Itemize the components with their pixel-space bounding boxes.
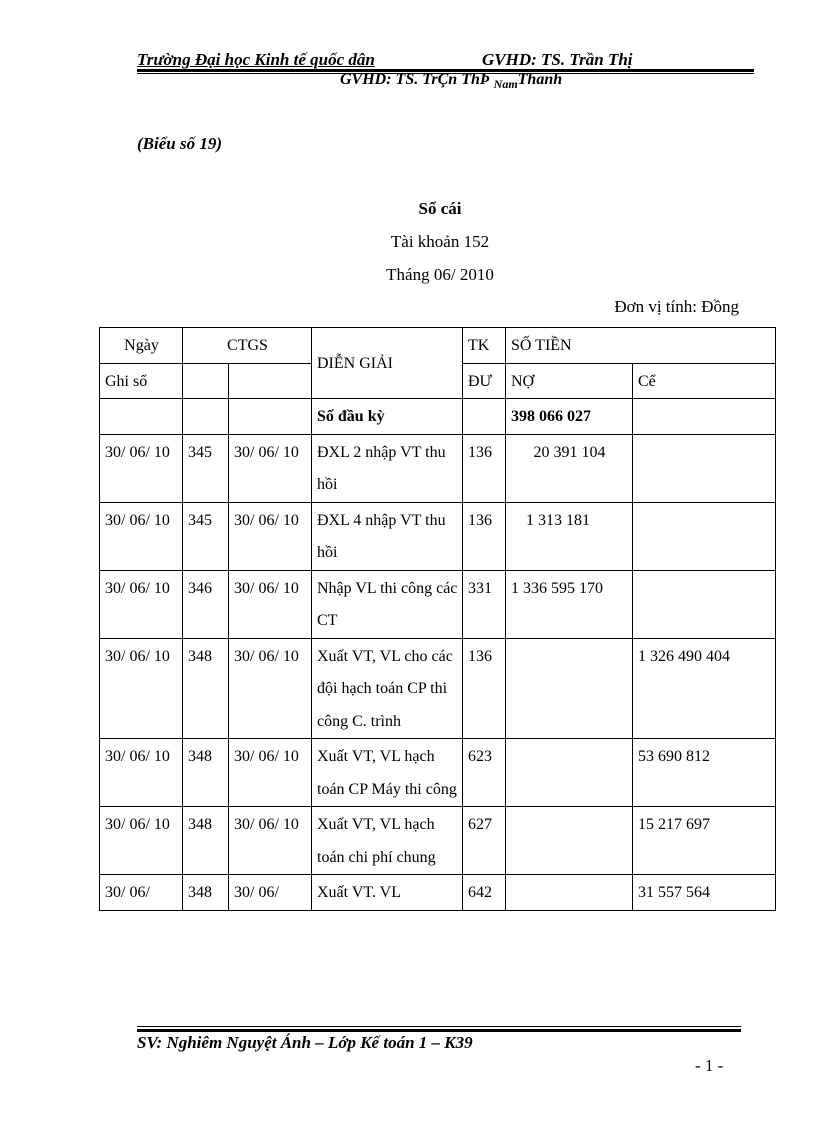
table-header-row-1 (100, 328, 776, 364)
cell-ctgs-date: 30/ 06/ 10 (229, 807, 312, 875)
page-title: Sổ cái (418, 199, 462, 218)
cell-debit (506, 739, 633, 807)
cell-debit: 1 336 595 170 (506, 570, 633, 638)
form-number: (Biểu số 19) (137, 134, 222, 153)
cell-ctgs-date: 30/ 06/ (229, 875, 312, 911)
cell-debit (506, 638, 633, 739)
supervisor-line-2-sub: Nam (493, 77, 518, 91)
supervisor-line-2 (340, 71, 562, 89)
cell-tk: 331 (463, 570, 506, 638)
unit-label: Đơn vị tính: Đồng (614, 297, 739, 316)
header-ctgs: CTGS (183, 328, 312, 364)
header-credit: Cể (633, 363, 776, 399)
opening-label: Số đầu kỳ (312, 399, 463, 435)
school-name: Trường Đại học Kinh tế quốc dân (137, 50, 375, 69)
page-header (137, 50, 757, 70)
header-date-2: Ghi sổ (100, 363, 183, 399)
cell-tk: 136 (463, 434, 506, 502)
cell-description: ĐXL 4 nhập VT thu hồi (312, 502, 463, 570)
cell-description: Xuất VT. VL (312, 875, 463, 911)
cell-description: Nhập VL thi công các CT (312, 570, 463, 638)
supervisor-line-2-b: Thanh (517, 71, 563, 88)
cell-ctgs-date: 30/ 06/ 10 (229, 570, 312, 638)
cell-date: 30/ 06/ 10 (100, 638, 183, 739)
cell-empty (229, 399, 312, 435)
table-row (100, 434, 776, 502)
cell-credit (633, 502, 776, 570)
cell-description: ĐXL 2 nhập VT thu hồi (312, 434, 463, 502)
header-description: DIỄN GIẢI (312, 328, 463, 399)
cell-credit: 31 557 564 (633, 875, 776, 911)
cell-empty (183, 399, 229, 435)
cell-tk: 623 (463, 739, 506, 807)
cell-ctgs-number: 345 (183, 502, 229, 570)
cell-ctgs-number: 348 (183, 638, 229, 739)
page-number: - 1 - (695, 1056, 724, 1075)
cell-tk: 627 (463, 807, 506, 875)
cell-date: 30/ 06/ 10 (100, 434, 183, 502)
cell-debit: 20 391 104 (506, 434, 633, 502)
opening-debit: 398 066 027 (506, 399, 633, 435)
cell-debit (506, 807, 633, 875)
table-row (100, 875, 776, 911)
cell-date: 30/ 06/ 10 (100, 570, 183, 638)
cell-credit: 1 326 490 404 (633, 638, 776, 739)
cell-date: 30/ 06/ 10 (100, 502, 183, 570)
student-footer: SV: Nghiêm Nguyệt Ánh – Lớp Kế toán 1 – K39 (137, 1033, 473, 1052)
cell-ctgs-date: 30/ 06/ 10 (229, 638, 312, 739)
ledger-table (99, 327, 776, 911)
cell-date: 30/ 06/ 10 (100, 807, 183, 875)
header-tk-1: TK (463, 328, 506, 364)
table-row (100, 570, 776, 638)
cell-empty (100, 399, 183, 435)
cell-description: Xuất VT, VL hạch toán CP Máy thi công (312, 739, 463, 807)
table-row-opening (100, 399, 776, 435)
cell-tk: 136 (463, 638, 506, 739)
cell-ctgs-date: 30/ 06/ 10 (229, 739, 312, 807)
cell-date: 30/ 06/ 10 (100, 739, 183, 807)
footer-rule-thick (137, 1029, 741, 1032)
cell-credit: 53 690 812 (633, 739, 776, 807)
header-debit: NỢ (506, 363, 633, 399)
cell-ctgs-date: 30/ 06/ 10 (229, 434, 312, 502)
account-label: Tài khoản 152 (390, 232, 490, 251)
cell-tk: 136 (463, 502, 506, 570)
period-label: Tháng 06/ 2010 (386, 265, 494, 284)
cell-ctgs-number: 348 (183, 739, 229, 807)
cell-tk: 642 (463, 875, 506, 911)
cell-ctgs-number: 345 (183, 434, 229, 502)
header-ctgs-date (229, 363, 312, 399)
table-row (100, 807, 776, 875)
cell-ctgs-number: 348 (183, 875, 229, 911)
cell-ctgs-number: 348 (183, 807, 229, 875)
cell-credit (633, 570, 776, 638)
cell-empty (633, 399, 776, 435)
table-row (100, 502, 776, 570)
cell-description: Xuất VT, VL hạch toán chi phí chung (312, 807, 463, 875)
cell-credit (633, 434, 776, 502)
table-row (100, 638, 776, 739)
supervisor-label: GVHD: TS. Trần Thị (482, 50, 633, 69)
footer-rule-thin (137, 1026, 741, 1027)
cell-empty (463, 399, 506, 435)
cell-ctgs-number: 346 (183, 570, 229, 638)
cell-credit: 15 217 697 (633, 807, 776, 875)
cell-date: 30/ 06/ (100, 875, 183, 911)
header-date-1: Ngày (100, 328, 183, 364)
cell-debit: 1 313 181 (506, 502, 633, 570)
cell-ctgs-date: 30/ 06/ 10 (229, 502, 312, 570)
supervisor-line-2-a: GVHD: TS. TrÇn ThÞ (340, 71, 494, 88)
table-row (100, 739, 776, 807)
header-amount: SỐ TIỀN (506, 328, 776, 364)
cell-description: Xuất VT, VL cho các đội hạch toán CP thi công C. trình (312, 638, 463, 739)
cell-debit (506, 875, 633, 911)
header-ctgs-number (183, 363, 229, 399)
header-tk-2: ĐƯ (463, 363, 506, 399)
